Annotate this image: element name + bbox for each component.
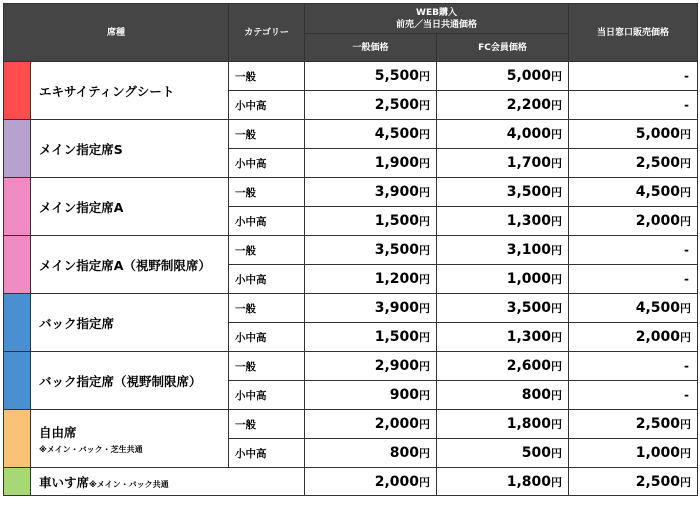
- fc-price-value: 3,500: [506, 300, 552, 316]
- table-row: [4, 468, 698, 496]
- seat-note: ※メイン・バック共通: [89, 479, 169, 489]
- fc-price: [437, 352, 569, 381]
- yen-unit: 円: [551, 99, 563, 112]
- window-price-none: -: [569, 381, 698, 410]
- seat-name: バック指定席: [39, 315, 115, 331]
- yen-unit: 円: [419, 273, 431, 286]
- window-price: [569, 468, 698, 496]
- category-cell: 小中高: [229, 265, 305, 294]
- general-price-value: 900: [389, 387, 420, 403]
- fc-price-value: 1,000: [506, 271, 552, 287]
- table-row: [4, 294, 698, 323]
- seat-name-cell: [31, 352, 229, 410]
- general-price: [305, 91, 437, 120]
- general-price-value: 5,500: [374, 68, 420, 84]
- yen-unit: 円: [551, 302, 563, 315]
- fc-price: [437, 236, 569, 265]
- window-price: [569, 149, 698, 178]
- fc-price: [437, 410, 569, 439]
- yen-unit: 円: [551, 186, 563, 199]
- general-price: [305, 381, 437, 410]
- yen-unit: 円: [551, 418, 563, 431]
- header-general-price: 一般価格: [305, 34, 437, 62]
- yen-unit: 円: [551, 157, 563, 170]
- yen-unit: 円: [551, 475, 563, 489]
- fc-price-value: 500: [521, 445, 552, 461]
- category-cell: 一般: [229, 120, 305, 149]
- general-price-value: 2,500: [374, 97, 420, 113]
- header-seat-type: 席種: [4, 4, 229, 62]
- general-price-value: 2,900: [374, 358, 420, 374]
- general-price: [305, 439, 437, 468]
- yen-unit: 円: [680, 215, 692, 228]
- fc-price-value: 3,100: [506, 242, 552, 258]
- fc-price: [437, 62, 569, 91]
- yen-unit: 円: [680, 186, 692, 199]
- general-price-value: 1,900: [374, 155, 420, 171]
- yen-unit: 円: [551, 128, 563, 141]
- general-price-value: 1,500: [374, 213, 420, 229]
- general-price-value: 800: [389, 445, 420, 461]
- category-cell: 一般: [229, 178, 305, 207]
- category-cell: 小中高: [229, 381, 305, 410]
- yen-unit: 円: [419, 302, 431, 315]
- category-cell: 一般: [229, 294, 305, 323]
- table-row: [4, 410, 698, 439]
- general-price-value: 1,200: [374, 271, 420, 287]
- fc-price: [437, 178, 569, 207]
- yen-unit: 円: [551, 273, 563, 286]
- yen-unit: 円: [551, 389, 563, 402]
- seat-name-cell: [31, 120, 229, 178]
- category-cell: 小中高: [229, 323, 305, 352]
- yen-unit: 円: [680, 418, 692, 431]
- yen-unit: 円: [419, 447, 431, 460]
- seat-color-marker: [4, 410, 31, 468]
- seat-color-marker: [4, 468, 31, 496]
- window-price: [569, 120, 698, 149]
- window-price: [569, 178, 698, 207]
- table-row: [4, 120, 698, 149]
- seat-color-marker: [4, 120, 31, 178]
- yen-unit: 円: [680, 302, 692, 315]
- fc-price-value: 1,700: [506, 155, 552, 171]
- fc-price: [437, 323, 569, 352]
- seat-name-cell: [31, 468, 305, 496]
- seat-name-cell: [31, 62, 229, 120]
- header-web-title: WEB購入: [416, 7, 457, 18]
- yen-unit: 円: [551, 215, 563, 228]
- general-price-value: 1,500: [374, 329, 420, 345]
- window-price-value: 2,000: [635, 213, 681, 229]
- window-price-value: 4,500: [635, 184, 681, 200]
- general-price: [305, 62, 437, 91]
- yen-unit: 円: [680, 447, 692, 460]
- window-price: [569, 207, 698, 236]
- fc-price-value: 1,300: [506, 213, 552, 229]
- yen-unit: 円: [419, 244, 431, 257]
- seat-name-cell: [31, 236, 229, 294]
- category-cell: 一般: [229, 410, 305, 439]
- window-price-value: 2,500: [635, 473, 681, 490]
- fc-price: [437, 91, 569, 120]
- window-price-none: -: [569, 352, 698, 381]
- header-fc-price: FC会員価格: [437, 34, 569, 62]
- seat-name-cell: [31, 294, 229, 352]
- window-price: [569, 294, 698, 323]
- table-row: [4, 236, 698, 265]
- seat-color-marker: [4, 236, 31, 294]
- general-price: [305, 178, 437, 207]
- window-price-none: -: [569, 91, 698, 120]
- header-category: カテゴリー: [229, 4, 305, 62]
- fc-price: [437, 207, 569, 236]
- yen-unit: 円: [551, 70, 563, 83]
- yen-unit: 円: [419, 70, 431, 83]
- window-price: [569, 439, 698, 468]
- yen-unit: 円: [419, 215, 431, 228]
- general-price: [305, 265, 437, 294]
- seat-name: エキサイティングシート: [39, 83, 175, 99]
- fc-price-value: 2,200: [506, 97, 552, 113]
- header-web-subtitle: 前売／当日共通価格: [396, 19, 478, 30]
- window-price-value: 4,500: [635, 300, 681, 316]
- category-cell: 一般: [229, 236, 305, 265]
- window-price-value: 2,000: [635, 329, 681, 345]
- category-cell: 一般: [229, 62, 305, 91]
- fc-price-value: 1,300: [506, 329, 552, 345]
- yen-unit: 円: [680, 128, 692, 141]
- yen-unit: 円: [680, 475, 692, 489]
- seat-color-marker: [4, 178, 31, 236]
- seat-color-marker: [4, 62, 31, 120]
- fc-price: [437, 120, 569, 149]
- category-cell: 小中高: [229, 149, 305, 178]
- seat-name: メイン指定席A: [39, 199, 124, 215]
- fc-price: [437, 149, 569, 178]
- fc-price-value: 4,000: [506, 126, 552, 142]
- fc-price: [437, 265, 569, 294]
- general-price: [305, 120, 437, 149]
- general-price-value: 2,000: [374, 416, 420, 432]
- seat-name: 車いす席: [39, 474, 90, 490]
- general-price: [305, 236, 437, 265]
- general-price: [305, 410, 437, 439]
- fc-price-value: 1,800: [506, 416, 552, 432]
- general-price: [305, 352, 437, 381]
- general-price-value: 3,900: [374, 300, 420, 316]
- general-price: [305, 149, 437, 178]
- category-cell: 小中高: [229, 439, 305, 468]
- category-cell: 小中高: [229, 207, 305, 236]
- category-cell: 小中高: [229, 91, 305, 120]
- fc-price-value: 5,000: [506, 68, 552, 84]
- price-table: [3, 3, 698, 496]
- yen-unit: 円: [551, 447, 563, 460]
- category-cell: 一般: [229, 352, 305, 381]
- yen-unit: 円: [551, 244, 563, 257]
- window-price-none: -: [569, 62, 698, 91]
- table-row: [4, 352, 698, 381]
- window-price-value: 2,500: [635, 155, 681, 171]
- seat-color-marker: [4, 294, 31, 352]
- yen-unit: 円: [419, 475, 431, 489]
- seat-name-cell: [31, 178, 229, 236]
- yen-unit: 円: [419, 331, 431, 344]
- seat-name: バック指定席（視野制限席）: [39, 373, 202, 389]
- yen-unit: 円: [419, 389, 431, 402]
- window-price: [569, 323, 698, 352]
- header-web-purchase: [305, 4, 569, 34]
- fc-price-value: 2,600: [506, 358, 552, 374]
- fc-price: [437, 468, 569, 496]
- window-price-value: 2,500: [635, 416, 681, 432]
- yen-unit: 円: [419, 128, 431, 141]
- fc-price: [437, 294, 569, 323]
- general-price-value: 3,500: [374, 242, 420, 258]
- window-price-none: -: [569, 265, 698, 294]
- yen-unit: 円: [680, 331, 692, 344]
- window-price-none: -: [569, 236, 698, 265]
- seat-name: メイン指定席A（視野制限席）: [39, 257, 211, 273]
- general-price-value: 4,500: [374, 126, 420, 142]
- fc-price-value: 1,800: [506, 473, 552, 490]
- yen-unit: 円: [551, 360, 563, 373]
- header-window-price: 当日窓口販売価格: [569, 4, 698, 62]
- yen-unit: 円: [551, 331, 563, 344]
- yen-unit: 円: [419, 418, 431, 431]
- seat-name: 自由席: [39, 424, 77, 440]
- general-price: [305, 468, 437, 496]
- yen-unit: 円: [419, 360, 431, 373]
- seat-name: メイン指定席S: [39, 141, 123, 157]
- yen-unit: 円: [419, 186, 431, 199]
- yen-unit: 円: [680, 157, 692, 170]
- general-price: [305, 323, 437, 352]
- window-price-value: 5,000: [635, 126, 681, 142]
- general-price-value: 2,000: [374, 473, 420, 490]
- general-price: [305, 294, 437, 323]
- table-row: [4, 62, 698, 91]
- fc-price: [437, 439, 569, 468]
- general-price-value: 3,900: [374, 184, 420, 200]
- fc-price-value: 800: [521, 387, 552, 403]
- yen-unit: 円: [419, 157, 431, 170]
- yen-unit: 円: [419, 99, 431, 112]
- general-price: [305, 207, 437, 236]
- fc-price: [437, 381, 569, 410]
- seat-name-cell: [31, 410, 229, 468]
- table-row: [4, 178, 698, 207]
- window-price: [569, 410, 698, 439]
- window-price-value: 1,000: [635, 445, 681, 461]
- seat-color-marker: [4, 352, 31, 410]
- fc-price-value: 3,500: [506, 184, 552, 200]
- seat-note: ※メイン・バック・芝生共通: [39, 444, 143, 454]
